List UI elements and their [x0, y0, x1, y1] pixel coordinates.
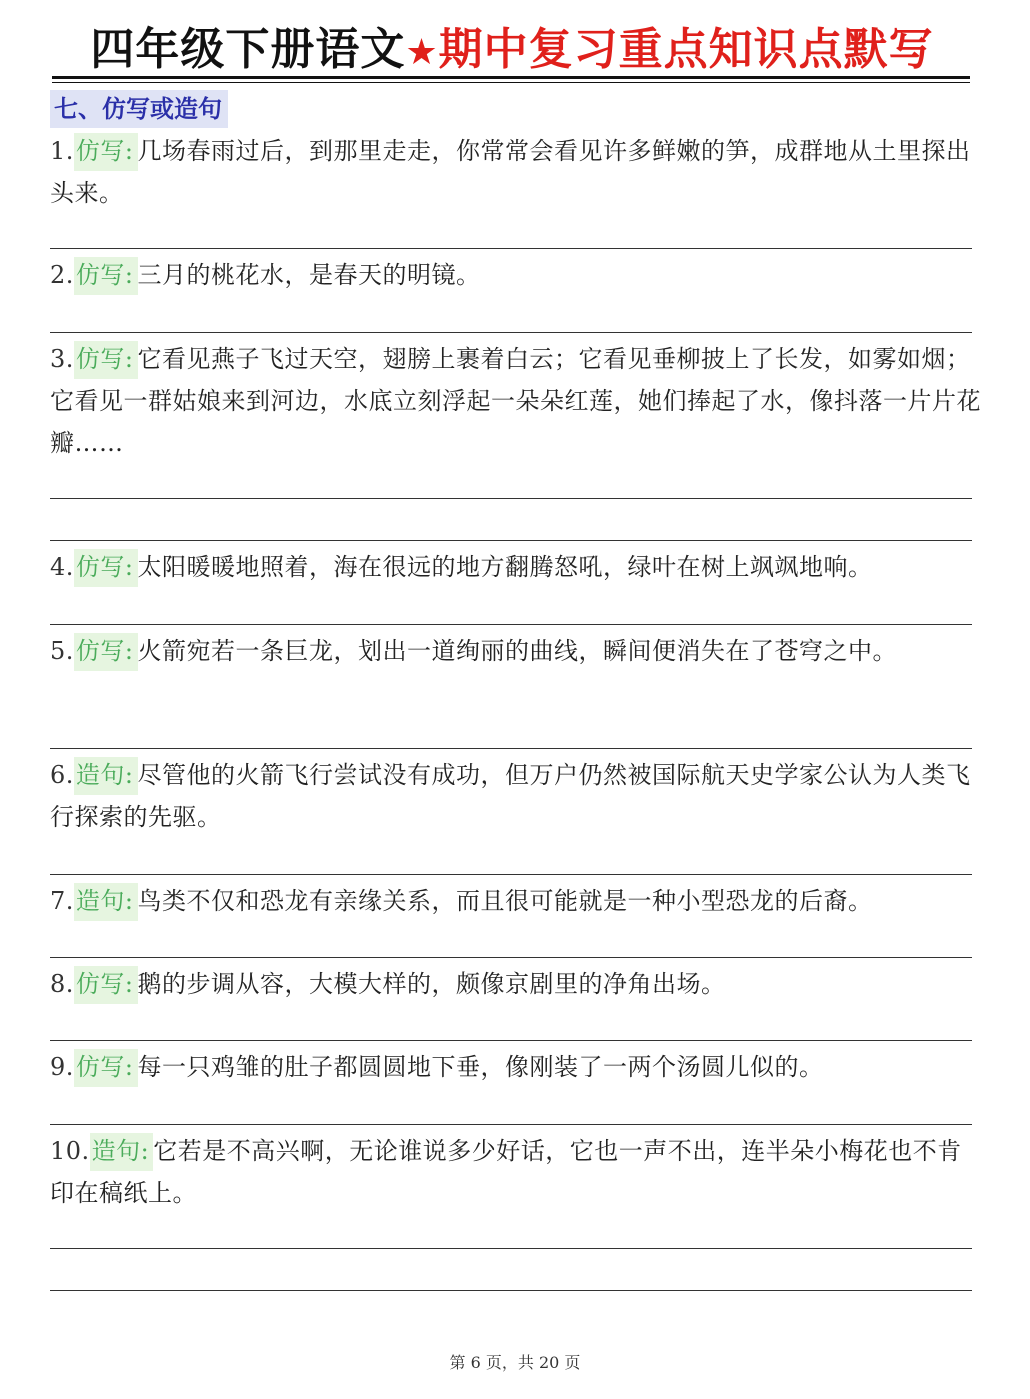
question-9	[50, 1046, 985, 1088]
answer-line[interactable]	[50, 332, 972, 333]
question-3	[50, 338, 985, 464]
header-rule-thin	[52, 82, 970, 83]
answer-line[interactable]	[50, 1248, 972, 1249]
question-tag: 仿写:	[74, 1049, 138, 1087]
question-number: 3.	[50, 345, 74, 373]
answer-line[interactable]	[50, 957, 972, 958]
question-text: 三月的桃花水，是春天的明镜。	[137, 261, 481, 289]
question-number: 7.	[50, 887, 74, 915]
question-tag: 造句:	[74, 883, 138, 921]
answer-line[interactable]	[50, 748, 972, 749]
question-number: 6.	[50, 761, 74, 789]
question-6	[50, 754, 985, 838]
question-text: 火箭宛若一条巨龙，划出一道绚丽的曲线，瞬间便消失在了苍穹之中。	[137, 637, 897, 665]
question-tag: 仿写:	[74, 549, 138, 587]
answer-line[interactable]	[50, 1124, 972, 1125]
question-text: 尽管他的火箭飞行尝试没有成功，但万户仍然被国际航天史学家公认为人类飞行探索的先驱。	[50, 761, 971, 831]
question-number: 8.	[50, 970, 74, 998]
page-footer: 第 6 页，共 20 页	[449, 1353, 581, 1372]
question-1	[50, 130, 985, 214]
question-tag: 造句:	[90, 1133, 154, 1171]
answer-line[interactable]	[50, 1040, 972, 1041]
question-tag: 造句:	[74, 757, 138, 795]
question-text: 每一只鸡雏的肚子都圆圆地下垂，像刚装了一两个汤圆儿似的。	[137, 1053, 824, 1081]
question-7	[50, 880, 985, 922]
question-number: 1.	[50, 137, 74, 165]
question-tag: 仿写:	[74, 633, 138, 671]
answer-line[interactable]	[50, 874, 972, 875]
question-tag: 仿写:	[74, 966, 138, 1004]
answer-line[interactable]	[50, 498, 972, 499]
answer-line[interactable]	[50, 624, 972, 625]
answer-line[interactable]	[50, 1290, 972, 1291]
question-number: 5.	[50, 637, 74, 665]
question-text: 它若是不高兴啊，无论谁说多少好话，它也一声不出，连半朵小梅花也不肯印在稿纸上。	[50, 1137, 962, 1207]
question-5	[50, 630, 985, 672]
question-number: 9.	[50, 1053, 74, 1081]
question-text: 它看见燕子飞过天空，翅膀上裹着白云；它看见垂柳披上了长发，如雾如烟；它看见一群姑娘来到河边，水底立刻浮起一朵朵红莲，她们捧起了水，像抖落一片片花瓣……	[50, 345, 981, 457]
question-8	[50, 963, 985, 1005]
question-2	[50, 254, 985, 296]
question-tag: 仿写:	[74, 341, 138, 379]
answer-line[interactable]	[50, 540, 972, 541]
question-text: 鹅的步调从容，大模大样的，颇像京剧里的净角出场。	[137, 970, 726, 998]
header-title-black: 四年级下册语文	[90, 24, 406, 75]
question-text: 几场春雨过后，到那里走走，你常常会看见许多鲜嫩的笋，成群地从土里探出头来。	[50, 137, 971, 207]
question-text: 鸟类不仅和恐龙有亲缘关系，而且很可能就是一种小型恐龙的后裔。	[137, 887, 873, 915]
section-title: 七、仿写或造句	[50, 90, 228, 128]
question-tag: 仿写:	[74, 133, 138, 171]
question-number: 4.	[50, 553, 74, 581]
question-4	[50, 546, 985, 588]
star-icon: ★	[405, 32, 439, 73]
question-10	[50, 1130, 985, 1214]
question-tag: 仿写:	[74, 257, 138, 295]
question-number: 10.	[50, 1137, 90, 1165]
answer-line[interactable]	[50, 248, 972, 249]
header-rule-thick	[52, 76, 970, 79]
header-title-red: 期中复习重点知识点默写	[438, 24, 934, 75]
question-text: 太阳暖暖地照着，海在很远的地方翻腾怒吼，绿叶在树上飒飒地响。	[137, 553, 873, 581]
question-number: 2.	[50, 261, 74, 289]
page-header	[52, 22, 972, 82]
